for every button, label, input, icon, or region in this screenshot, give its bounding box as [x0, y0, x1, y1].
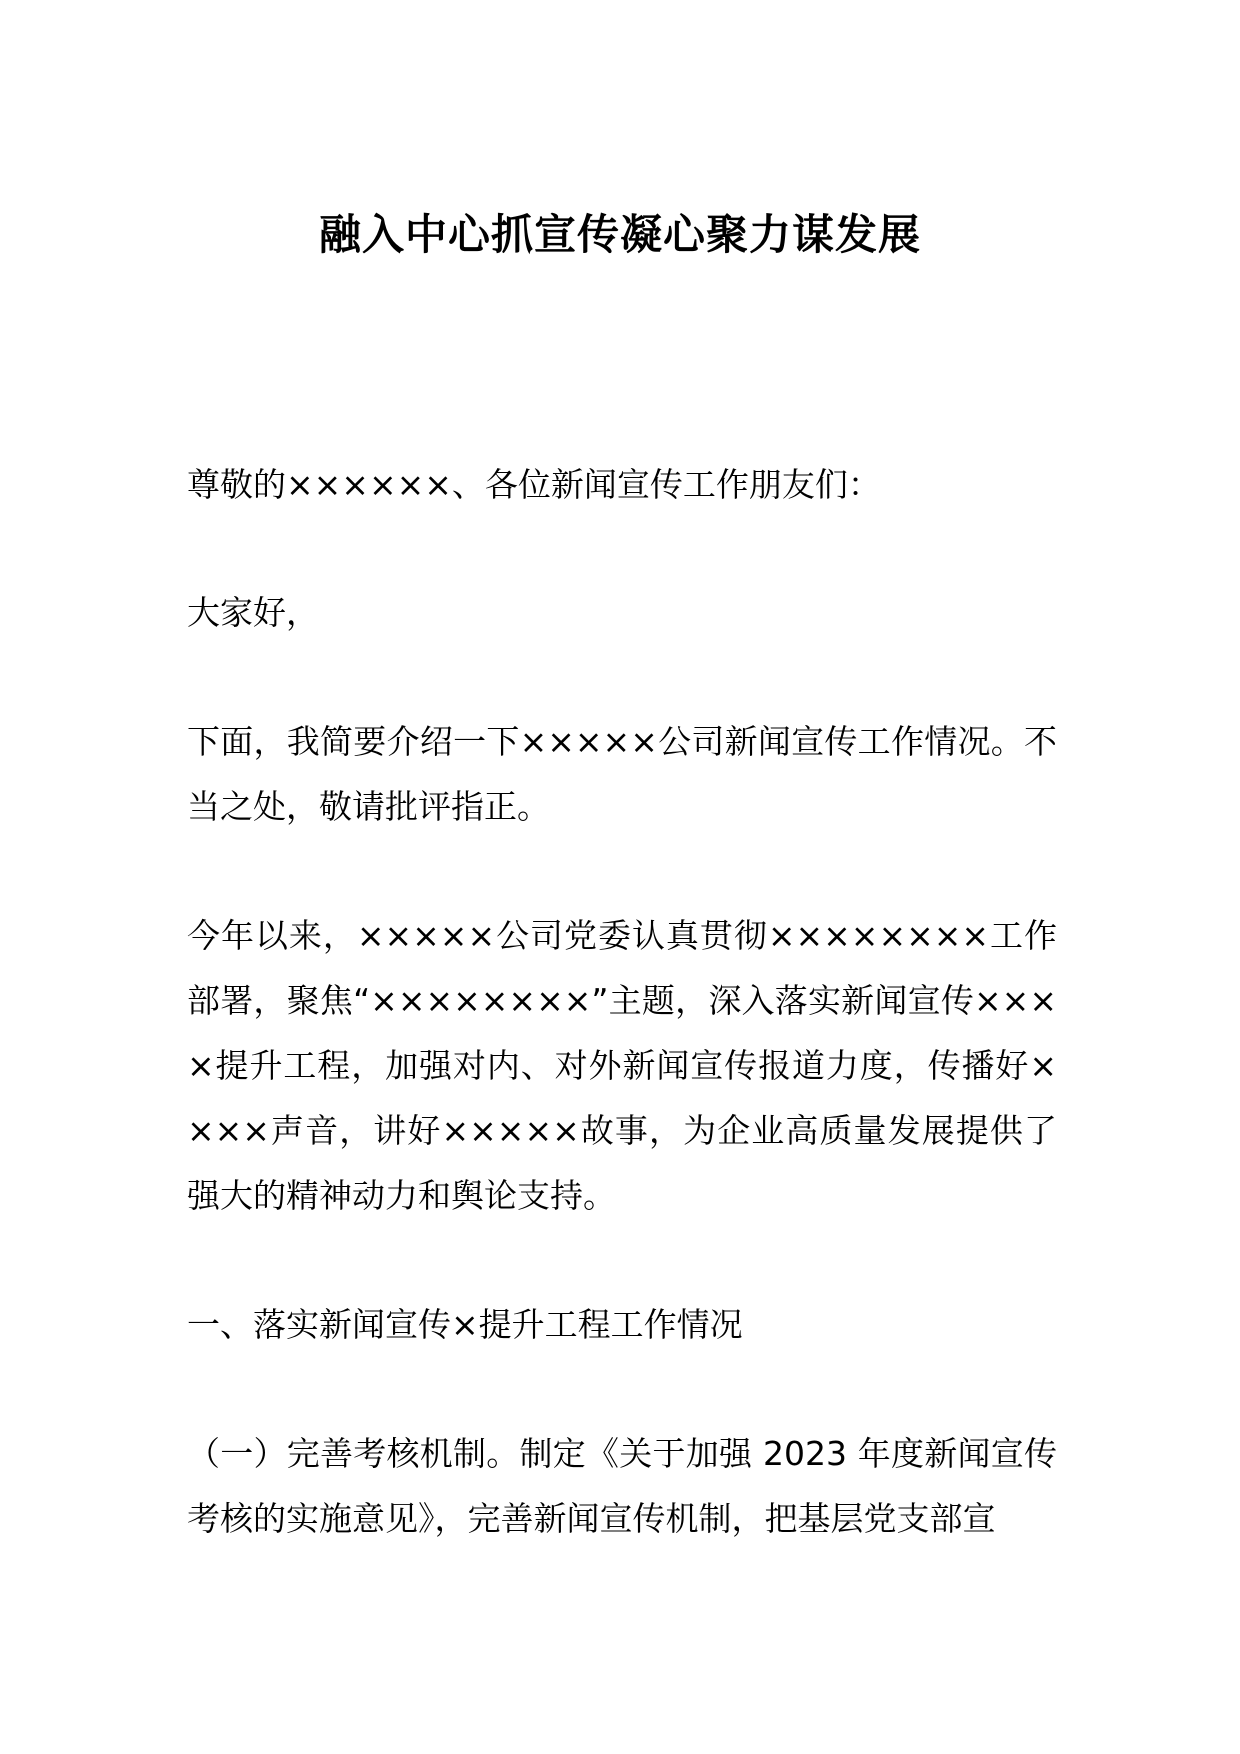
- summary-paragraph: 今年以来，×××××公司党委认真贯彻××××××××工作部署，聚焦“××××××××”主题，深入落实新闻宣传××××提升工程，加强对内、对外新闻宣传报道力度，传播好××××声音，讲好×××××故事，为企业高质量发展提供了强大的精神动力和舆论支持。: [187, 916, 1057, 1215]
- section-heading: 一、落实新闻宣传×提升工程工作情况: [187, 1305, 743, 1344]
- document-title: 融入中心抓宣传凝心聚力谋发展: [318, 210, 921, 259]
- greeting-paragraph: 大家好，: [187, 593, 319, 632]
- salutation-paragraph: 尊敬的××××××、各位新闻宣传工作朋友们：: [187, 465, 881, 504]
- intro-paragraph: 下面，我简要介绍一下×××××公司新闻宣传工作情况。不当之处，敬请批评指正。: [187, 722, 1057, 826]
- subsection-paragraph: （一）完善考核机制。制定《关于加强 2023 年度新闻宣传考核的实施意见》，完善新闻宣传机制，把基层党支部宣: [187, 1434, 1057, 1538]
